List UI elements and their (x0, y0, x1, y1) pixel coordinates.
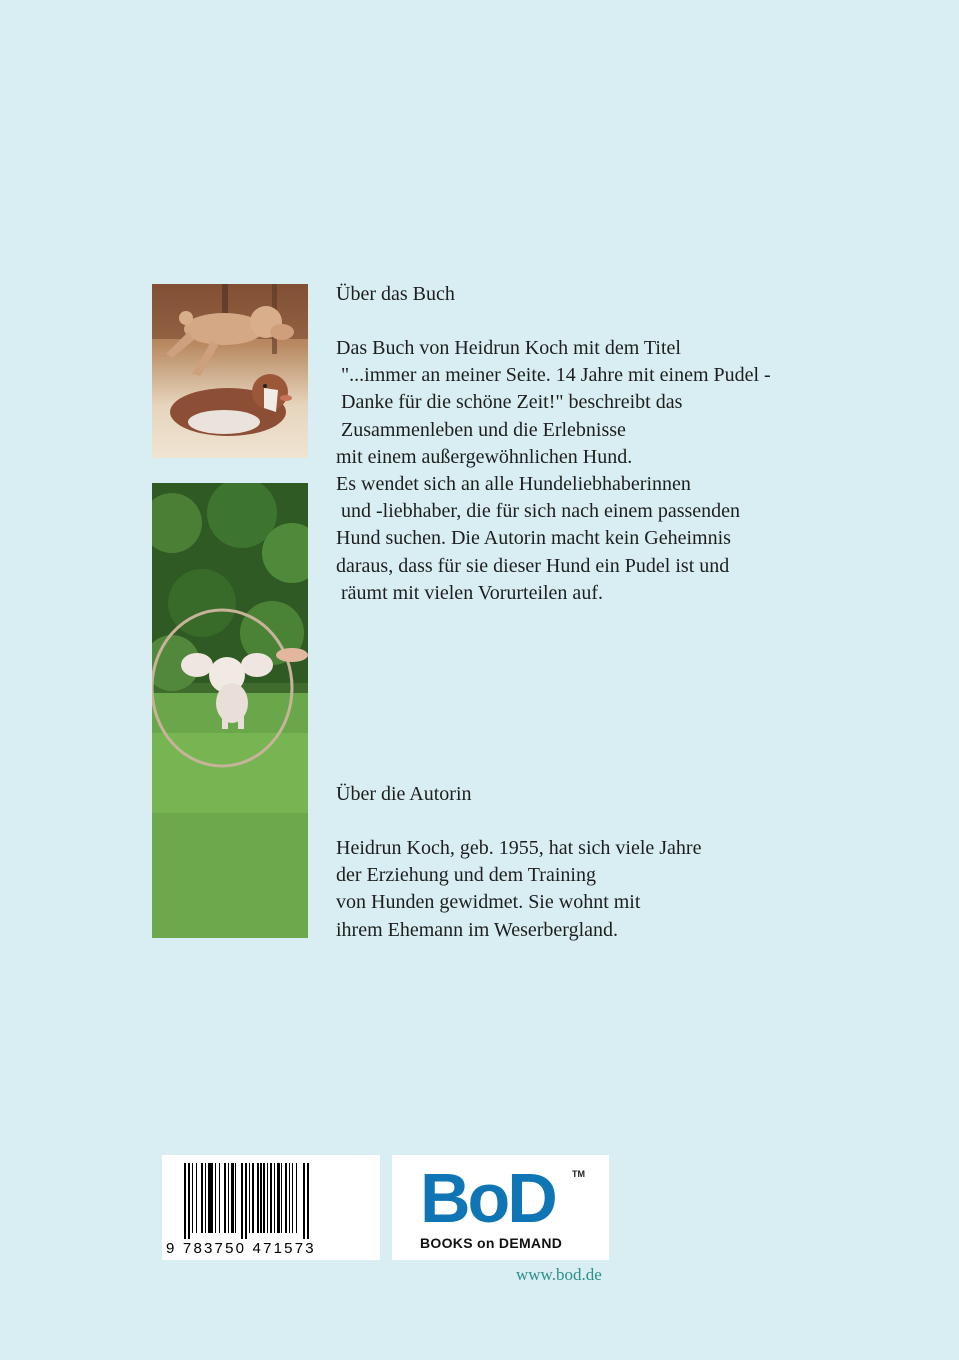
book-description-line: räumt mit vielen Vorurteilen auf. (336, 581, 603, 604)
about-author-section-heading (336, 781, 806, 808)
barcode-bar (257, 1163, 259, 1233)
trademark-symbol: TM (572, 1169, 585, 1179)
about-author-heading: Über die Autorin (336, 783, 472, 805)
barcode-bar (245, 1163, 247, 1239)
about-book-heading: Über das Buch (336, 283, 455, 305)
barcode-bar (241, 1163, 243, 1239)
photo-poodle-jumping-through-hoop (152, 483, 308, 938)
book-description-line: Hund suchen. Die Autorin macht kein Geheimnis (336, 527, 731, 550)
barcode-bar (303, 1163, 305, 1239)
book-description-line: Danke für die schöne Zeit!" beschreibt das (336, 391, 683, 414)
barcode-bar (228, 1163, 229, 1233)
book-description-line: Es wendet sich an alle Hundeliebhaberinnen (336, 473, 691, 496)
barcode-bar (277, 1163, 280, 1233)
barcode-bar (188, 1163, 190, 1239)
bod-logo-mark: BoD (420, 1159, 555, 1237)
book-description-line: "...immer an meiner Seite. 14 Jahre mit einem Pudel - (336, 364, 771, 387)
barcode-bar (224, 1163, 226, 1233)
author-bio-line: ihrem Ehemann im Weserbergland. (336, 918, 619, 941)
barcode-bar (192, 1163, 193, 1233)
author-bio-line: der Erziehung und dem Training (336, 864, 596, 887)
book-description-line: daraus, dass für sie dieser Hund ein Pudel ist und (336, 554, 730, 577)
barcode-bar (219, 1163, 220, 1233)
barcode-bar (296, 1163, 297, 1233)
barcode-bars (162, 1155, 380, 1239)
barcode-bar (292, 1163, 293, 1233)
barcode-bar (289, 1163, 290, 1233)
barcode-bar (211, 1163, 213, 1233)
barcode-bar (196, 1163, 197, 1233)
about-author-biography (336, 835, 806, 944)
isbn-barcode (162, 1155, 380, 1260)
barcode-bar (281, 1163, 282, 1233)
barcode-bar (252, 1163, 254, 1233)
barcode-bar (215, 1163, 216, 1233)
barcode-bar (263, 1163, 265, 1233)
barcode-bar (184, 1163, 186, 1239)
about-book-description (336, 335, 806, 607)
barcode-bar (307, 1163, 309, 1239)
barcode-bar (208, 1163, 211, 1233)
barcode-bar (260, 1163, 262, 1233)
photo-poodle-jumping-over-dog (152, 284, 308, 458)
about-book-section-heading (336, 281, 806, 308)
author-bio-line: von Hunden gewidmet. Sie wohnt mit (336, 891, 641, 914)
barcode-bar (270, 1163, 272, 1233)
barcode-bar (267, 1163, 268, 1233)
book-description-line: Zusammenleben und die Erlebnisse (336, 418, 626, 441)
barcode-bar (205, 1163, 206, 1233)
publisher-url[interactable]: www.bod.de (516, 1265, 602, 1284)
barcode-bar (274, 1163, 275, 1233)
barcode-bar (231, 1163, 234, 1233)
book-description-line: und -liebhaber, die für sich nach einem passenden (336, 500, 741, 523)
barcode-bar (285, 1163, 287, 1233)
book-description-line: Das Buch von Heidrun Koch mit dem Titel (336, 337, 681, 359)
barcode-bar (235, 1163, 236, 1233)
book-description-line: mit einem außergewöhnlichen Hund. (336, 445, 633, 468)
barcode-bar (249, 1163, 250, 1233)
isbn-digits: 9 783750 471573 (166, 1240, 316, 1257)
author-bio-line: Heidrun Koch, geb. 1955, hat sich viele Jahre (336, 837, 702, 859)
publisher-tagline: BOOKS on DEMAND (420, 1235, 563, 1251)
publisher-logo (392, 1155, 609, 1260)
barcode-bar (201, 1163, 203, 1233)
